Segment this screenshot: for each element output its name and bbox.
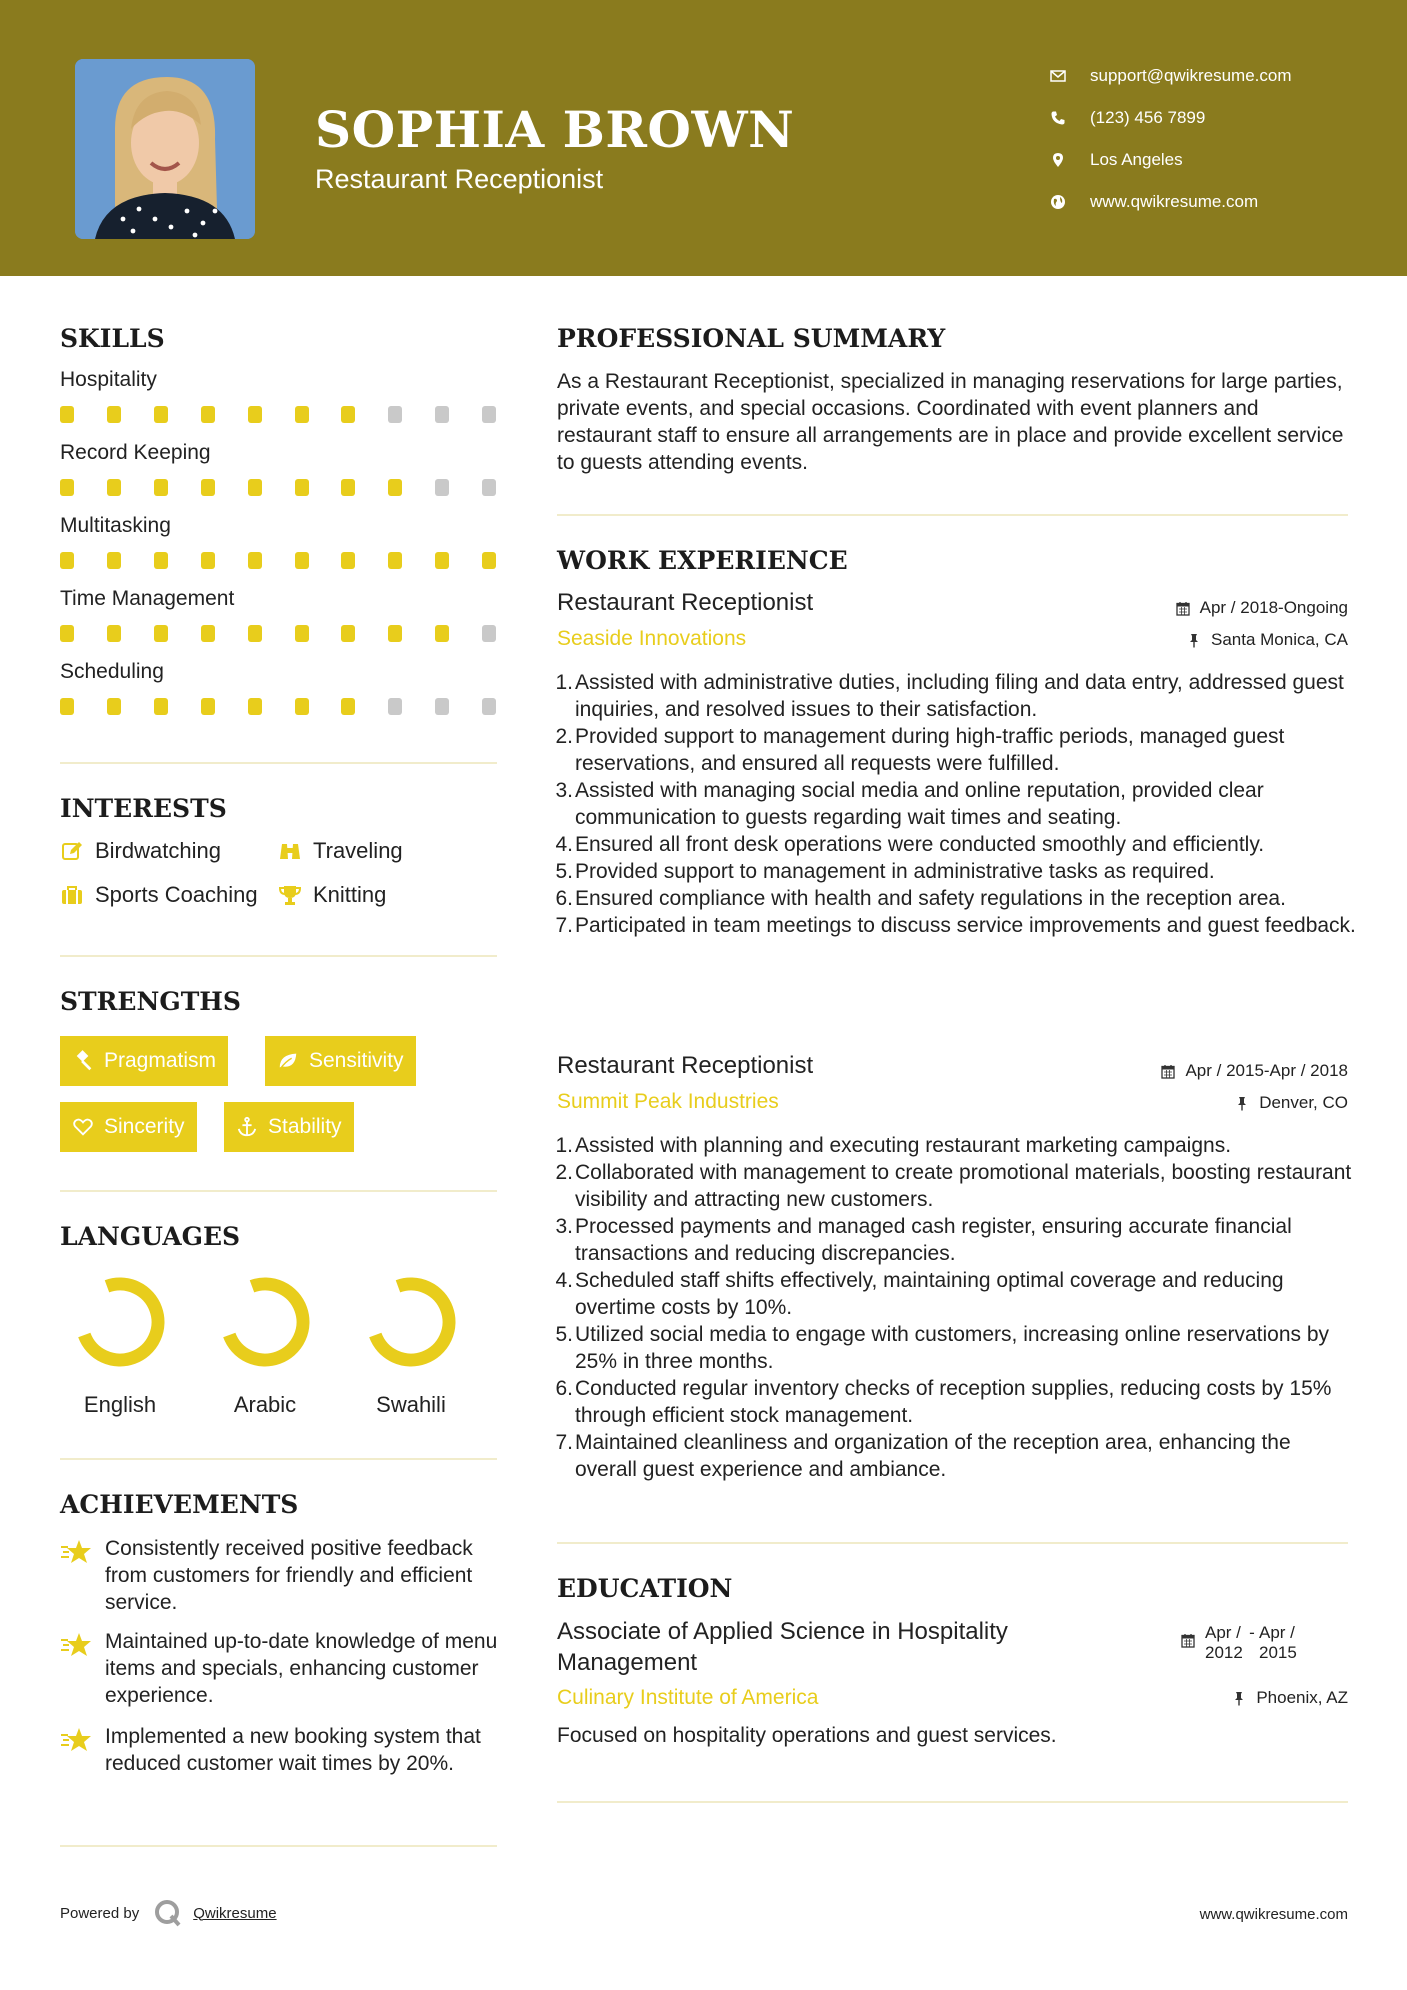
- trophy-icon: [278, 883, 302, 907]
- skill-dot-filled: [60, 406, 74, 423]
- education-end-date: Apr / 2015: [1259, 1623, 1297, 1662]
- job-location: Denver, CO: [1235, 1093, 1348, 1113]
- language-level-arc: [84, 1284, 158, 1360]
- envelope-icon: [1050, 68, 1090, 84]
- interest-item: Knitting: [278, 882, 386, 908]
- skill-dot-empty: [435, 406, 449, 423]
- language-item: [341, 1272, 481, 1418]
- language-item: [195, 1272, 335, 1418]
- education-title: EDUCATION: [557, 1574, 733, 1603]
- job-title: Restaurant Receptionist: [557, 1052, 814, 1079]
- skill-dot-filled: [248, 406, 262, 423]
- skill-dot-empty: [482, 625, 496, 642]
- list-item: 4. Ensured all front desk operations were conducted smoothly and efficiently.: [555, 833, 1265, 856]
- candidate-role: Restaurant Receptionist: [315, 164, 604, 194]
- skill-name: Hospitality: [60, 368, 157, 391]
- achievement-text: Consistently received positive feedback from customers for friendly and efficient service.: [105, 1537, 473, 1614]
- language-name: English: [83, 1392, 157, 1417]
- summary-title: PROFESSIONAL SUMMARY: [557, 324, 946, 353]
- languages-title: LANGUAGES: [60, 1222, 241, 1251]
- calendar-icon: [1181, 1633, 1195, 1648]
- education-location: Phoenix, AZ: [1232, 1688, 1348, 1708]
- divider: [60, 1845, 497, 1847]
- contact-phone-text: (123) 456 7899: [1090, 108, 1206, 127]
- calendar-icon: [1176, 601, 1190, 616]
- strength-tag: Sincerity: [60, 1102, 197, 1152]
- calendar-icon: [1161, 1064, 1175, 1079]
- skill-dot-empty: [388, 698, 402, 715]
- skill-dot-filled: [107, 552, 121, 569]
- skill-dot-filled: [295, 406, 309, 423]
- list-item: 1. Assisted with planning and executing restaurant marketing campaigns.: [555, 1134, 1232, 1157]
- star-icon: [60, 1538, 92, 1566]
- language-level-arc: [229, 1284, 303, 1360]
- list-item: 3. Assisted with managing social media and online reputation, provided clear communication to guests regarding wait times and seating.: [555, 779, 1264, 829]
- skill-item: [60, 441, 500, 499]
- skill-name: Record Keeping: [60, 441, 211, 464]
- list-item: 6. Ensured compliance with health and safety regulations in the reception area.: [555, 887, 1286, 910]
- job-responsibilities: [557, 1132, 1357, 1483]
- list-item: 7. Participated in team meetings to discuss service improvements and guest feedback.: [555, 914, 1356, 937]
- skill-name: Multitasking: [60, 514, 171, 537]
- achievement-text: Maintained up-to-date knowledge of menu items and specials, enhancing customer experience.: [105, 1630, 498, 1707]
- skill-rating: [60, 698, 500, 718]
- contact-website-text: www.qwikresume.com: [1090, 192, 1259, 211]
- star-icon: [60, 1726, 92, 1754]
- skill-dot-filled: [341, 479, 355, 496]
- skill-dot-filled: [107, 698, 121, 715]
- qwikresume-link[interactable]: Qwikresume: [193, 1904, 277, 1922]
- skill-dot-empty: [435, 479, 449, 496]
- skill-item: [60, 660, 500, 718]
- list-item: 4. Scheduled staff shifts effectively, maintaining optimal coverage and reducing overtime costs by 10%.: [555, 1269, 1284, 1319]
- summary-text: As a Restaurant Receptionist, specialized in managing reservations for large parties, private events, and special occasions. Coordinated with event planners and restaurant staff to ensure all arrangements are in place and provide excellent service to guests attending events.: [557, 370, 1344, 474]
- interests-title: INTERESTS: [60, 794, 227, 823]
- company-name: Summit Peak Industries: [557, 1090, 779, 1113]
- skill-name: Time Management: [60, 587, 235, 610]
- qwikresume-logo-icon: [153, 1898, 183, 1928]
- skill-dot-filled: [295, 625, 309, 642]
- footer-powered-by: [60, 1898, 277, 1928]
- skill-dot-empty: [388, 406, 402, 423]
- skill-rating: [60, 552, 500, 572]
- skill-dot-filled: [201, 479, 215, 496]
- pushpin-icon: [1232, 1691, 1246, 1706]
- language-name: Arabic: [233, 1392, 297, 1417]
- achievement-text: Implemented a new booking system that reduced customer wait times by 20%.: [105, 1725, 481, 1775]
- job-dates: Apr / 2015-Apr / 2018: [1161, 1061, 1348, 1081]
- education-dates: [1181, 1623, 1299, 1663]
- skill-dot-filled: [248, 625, 262, 642]
- education-description: Focused on hospitality operations and guest services.: [557, 1724, 1057, 1747]
- skill-dot-empty: [482, 479, 496, 496]
- divider: [557, 1801, 1348, 1803]
- interest-item: Sports Coaching: [60, 882, 258, 908]
- binoculars-icon: [278, 839, 302, 863]
- contact-website[interactable]: [1050, 181, 1380, 223]
- skill-dot-filled: [107, 625, 121, 642]
- company-name: Seaside Innovations: [557, 627, 747, 650]
- interest-item: Traveling: [278, 838, 403, 864]
- divider: [557, 1542, 1348, 1544]
- powered-by-label: Powered by: [60, 1904, 140, 1922]
- contact-list: [1050, 55, 1380, 223]
- skill-dot-filled: [341, 406, 355, 423]
- pencil-icon: [60, 839, 84, 863]
- skill-dot-filled: [60, 698, 74, 715]
- language-level-arc: [375, 1284, 449, 1360]
- language-gauge: [361, 1272, 461, 1372]
- skill-dot-filled: [201, 406, 215, 423]
- list-item: 7. Maintained cleanliness and organization of the reception area, enhancing the overall guest experience and ambiance.: [555, 1431, 1291, 1481]
- date-separator: -: [1249, 1623, 1255, 1642]
- skill-dot-filled: [154, 625, 168, 642]
- skill-dot-filled: [341, 552, 355, 569]
- resume-header: [0, 0, 1407, 276]
- phone-icon: [1050, 110, 1090, 126]
- gavel-icon: [72, 1050, 94, 1072]
- skill-dot-filled: [341, 625, 355, 642]
- contact-email-text: support@qwikresume.com: [1090, 66, 1292, 85]
- skill-dot-filled: [295, 479, 309, 496]
- degree-title: Associate of Applied Science in Hospitality Management: [557, 1618, 1008, 1676]
- skill-dot-filled: [154, 552, 168, 569]
- skill-dot-filled: [248, 698, 262, 715]
- heart-icon: [72, 1116, 94, 1138]
- list-item: 6. Conducted regular inventory checks of reception supplies, reducing costs by 15% through efficient stock management.: [555, 1377, 1332, 1427]
- star-icon: [60, 1631, 92, 1659]
- skill-dot-filled: [388, 552, 402, 569]
- list-item: 5. Provided support to management in administrative tasks as required.: [555, 860, 1215, 883]
- list-item: 3. Processed payments and managed cash register, ensuring accurate financial transactions and reducing discrepancies.: [555, 1215, 1292, 1265]
- skill-dot-filled: [201, 552, 215, 569]
- contact-location: [1050, 139, 1380, 181]
- contact-phone[interactable]: [1050, 97, 1380, 139]
- divider: [60, 1190, 497, 1192]
- skill-item: [60, 587, 500, 645]
- strength-tag: Pragmatism: [60, 1036, 228, 1086]
- job-dates: Apr / 2018-Ongoing: [1176, 598, 1348, 618]
- language-item: [50, 1272, 190, 1418]
- skill-dot-filled: [201, 698, 215, 715]
- achievement-item: [60, 1535, 500, 1616]
- skill-dot-filled: [154, 479, 168, 496]
- language-gauge: [70, 1272, 170, 1372]
- profile-photo: [75, 59, 255, 239]
- candidate-name: SOPHIA BROWN: [315, 100, 795, 159]
- divider: [60, 762, 497, 764]
- skill-dot-filled: [388, 625, 402, 642]
- skill-dot-filled: [60, 479, 74, 496]
- skill-dot-filled: [60, 625, 74, 642]
- divider: [60, 955, 497, 957]
- skill-dot-filled: [388, 479, 402, 496]
- footer-url[interactable]: www.qwikresume.com: [1199, 1906, 1348, 1923]
- list-item: 5. Utilized social media to engage with customers, increasing online reservations by 25% in three months.: [555, 1323, 1330, 1373]
- contact-email[interactable]: [1050, 55, 1380, 97]
- skill-dot-empty: [435, 698, 449, 715]
- skill-dot-filled: [248, 479, 262, 496]
- divider: [60, 1458, 497, 1460]
- skill-dot-filled: [107, 406, 121, 423]
- map-pin-icon: [1050, 152, 1090, 168]
- skill-item: [60, 368, 500, 426]
- pushpin-icon: [1187, 633, 1201, 648]
- skill-rating: [60, 625, 500, 645]
- language-name: Swahili: [376, 1392, 446, 1417]
- skills-title: SKILLS: [60, 324, 165, 353]
- skill-dot-filled: [435, 552, 449, 569]
- skill-dot-filled: [154, 698, 168, 715]
- skill-rating: [60, 479, 500, 499]
- skill-dot-filled: [107, 479, 121, 496]
- leaf-icon: [277, 1050, 299, 1072]
- skill-dot-filled: [435, 625, 449, 642]
- skill-dot-empty: [482, 406, 496, 423]
- skill-item: [60, 514, 500, 572]
- achievement-item: [60, 1723, 500, 1777]
- skill-dot-empty: [482, 698, 496, 715]
- skill-rating: [60, 406, 500, 426]
- strength-tag: Stability: [224, 1102, 354, 1152]
- skill-dot-filled: [295, 552, 309, 569]
- skill-dot-filled: [295, 698, 309, 715]
- globe-icon: [1050, 194, 1090, 210]
- skill-dot-filled: [482, 552, 496, 569]
- language-gauge: [215, 1272, 315, 1372]
- contact-location-text: Los Angeles: [1090, 150, 1183, 169]
- skill-dot-filled: [341, 698, 355, 715]
- interest-item: Birdwatching: [60, 838, 221, 864]
- list-item: 2. Collaborated with management to create promotional materials, boosting restaurant visibility and attracting new customers.: [555, 1161, 1352, 1211]
- pushpin-icon: [1235, 1096, 1249, 1111]
- skill-dot-filled: [154, 406, 168, 423]
- list-item: 2. Provided support to management during high-traffic periods, managed guest reservations, and ensured all requests were fulfilled.: [555, 725, 1285, 775]
- work-experience-title: WORK EXPERIENCE: [557, 546, 848, 575]
- divider: [557, 514, 1348, 516]
- achievement-item: [60, 1628, 500, 1709]
- skill-dot-filled: [201, 625, 215, 642]
- achievements-title: ACHIEVEMENTS: [60, 1490, 299, 1519]
- strengths-title: STRENGTHS: [60, 987, 241, 1016]
- school-name: Culinary Institute of America: [557, 1686, 819, 1709]
- anchor-icon: [236, 1116, 258, 1138]
- job-location: Santa Monica, CA: [1187, 630, 1348, 650]
- job-title: Restaurant Receptionist: [557, 589, 814, 616]
- skill-name: Scheduling: [60, 660, 164, 683]
- education-start-date: Apr / 2012: [1205, 1623, 1243, 1662]
- skill-dot-filled: [60, 552, 74, 569]
- skill-dot-filled: [248, 552, 262, 569]
- list-item: 1. Assisted with administrative duties, including filing and data entry, addressed guest inquiries, and resolved issues to their satisfaction.: [555, 671, 1344, 721]
- briefcase-icon: [60, 883, 84, 907]
- strength-tag: Sensitivity: [265, 1036, 416, 1086]
- job-responsibilities: [557, 669, 1357, 939]
